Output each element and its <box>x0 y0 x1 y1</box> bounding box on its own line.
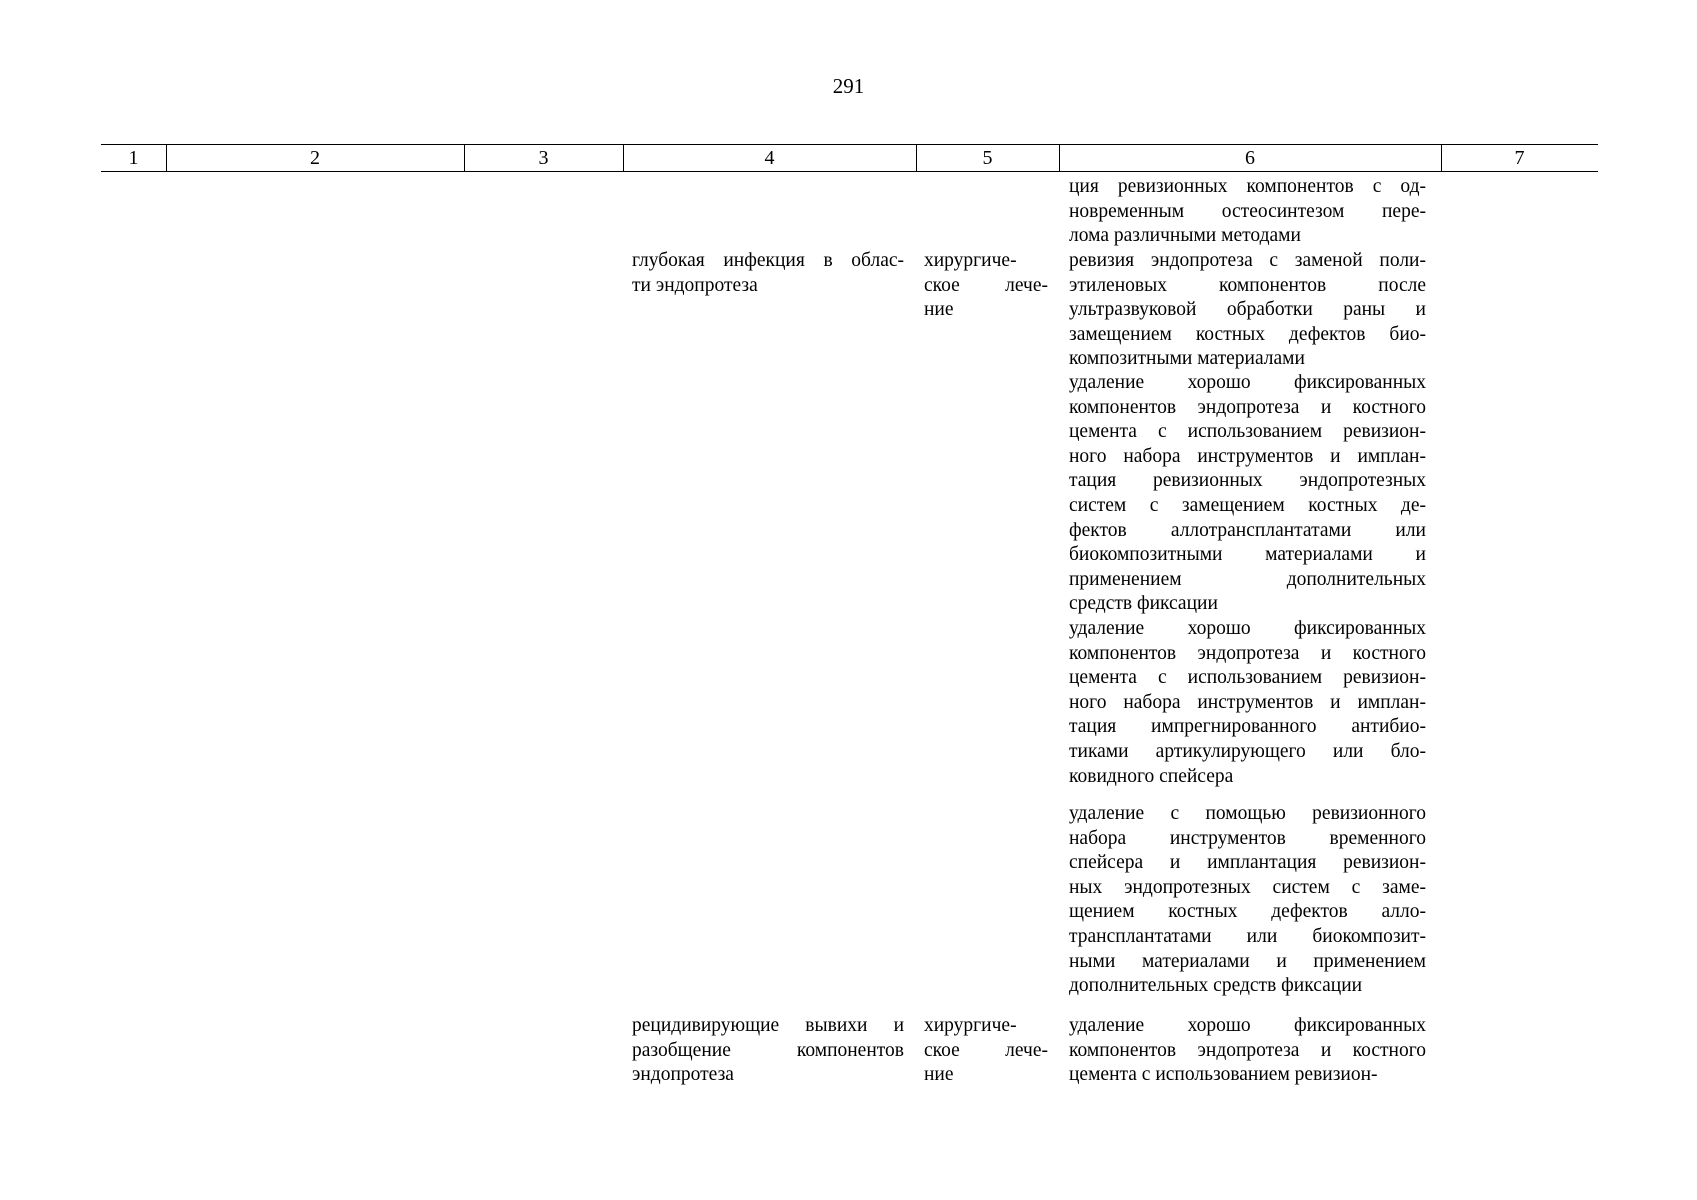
cell-line: компонентов эндопротеза и костного <box>1069 1039 1426 1061</box>
cell-line: ными материалами и применением <box>1069 950 1426 972</box>
cell-line: ревизия эндопротеза с заменой поли- <box>1069 250 1426 271</box>
cell-line: спейсера и имплантация ревизион- <box>1069 852 1426 874</box>
column-header-1: 1 <box>128 147 139 169</box>
cell-line: фектов аллотрансплантатами или <box>1069 519 1426 541</box>
cell-line: щением костных дефектов алло- <box>1069 901 1426 923</box>
table-cell-col6 <box>1069 371 1426 617</box>
column-header-2: 2 <box>310 147 320 169</box>
column-header-4: 4 <box>764 147 775 169</box>
cell-line: систем с замещением костных де- <box>1069 494 1426 516</box>
cell-line: тация ревизионных эндопротезных <box>1069 470 1426 492</box>
cell-line: удаление хорошо фиксированных <box>1069 1015 1426 1036</box>
cell-line: тация импрегнированного антибио- <box>1069 716 1426 738</box>
cell-line: ных эндопротезных систем с заме- <box>1069 876 1426 898</box>
cell-line: набора инструментов временного <box>1069 827 1426 849</box>
cell-line: композитными материалами <box>1069 348 1305 370</box>
cell-line: удаление хорошо фиксированных <box>1069 618 1426 639</box>
page-number: 291 <box>832 74 865 98</box>
cell-line: эндопротеза <box>632 1064 734 1086</box>
cell-line: ного набора инструментов и имплан- <box>1069 445 1426 467</box>
cell-line: ское лече- <box>924 1039 1048 1061</box>
cell-line: биокомпозитными материалами и <box>1069 544 1426 566</box>
table-cell-col5 <box>924 1014 1048 1088</box>
cell-line: хирургиче- <box>924 250 1017 271</box>
column-header-7: 7 <box>1514 147 1525 169</box>
cell-line: глубокая инфекция в облас- <box>632 250 904 271</box>
cell-line: этиленовых компонентов после <box>1069 274 1426 296</box>
table-header-row <box>101 144 1598 172</box>
cell-line: ного набора инструментов и имплан- <box>1069 691 1426 713</box>
cell-line: цемента с использованием ревизион- <box>1069 421 1426 443</box>
cell-line: цемента с использованием ревизион- <box>1069 667 1426 689</box>
table-cell-col6 <box>1069 617 1426 789</box>
cell-line: ние <box>924 1064 954 1086</box>
cell-line: ковидного спейсера <box>1069 765 1234 787</box>
table-cell-col6 <box>1069 802 1426 999</box>
cell-line: средств фиксации <box>1069 593 1218 615</box>
table-cell-col6 <box>1069 1014 1426 1088</box>
table-cell-col6 <box>1069 249 1426 372</box>
cell-line: лома различными методами <box>1069 225 1301 247</box>
cell-line: хирургиче- <box>924 1015 1017 1036</box>
cell-line: разобщение компонентов <box>632 1039 904 1061</box>
cell-line: ультразвуковой обработки раны и <box>1069 299 1426 321</box>
cell-line: ция ревизионных компонентов с од- <box>1069 176 1426 197</box>
cell-line: новременным остеосинтезом пере- <box>1069 200 1426 222</box>
cell-line: цемента с использованием ревизион- <box>1069 1064 1378 1086</box>
cell-line: ти эндопротеза <box>632 274 758 296</box>
cell-line: ское лече- <box>924 274 1048 296</box>
cell-line: компонентов эндопротеза и костного <box>1069 396 1426 418</box>
table-cell-col4 <box>632 249 904 298</box>
cell-line: ние <box>924 299 954 321</box>
table-cell-col4 <box>632 1014 904 1088</box>
cell-line: рецидивирующие вывихи и <box>632 1015 904 1036</box>
column-header-5: 5 <box>982 147 993 169</box>
column-header-3: 3 <box>538 147 549 169</box>
cell-line: трансплантатами или биокомпозит- <box>1069 925 1426 947</box>
cell-line: применением дополнительных <box>1069 568 1426 590</box>
cell-line: компонентов эндопротеза и костного <box>1069 642 1426 664</box>
cell-line: тиками артикулирующего или бло- <box>1069 740 1426 762</box>
cell-line: замещением костных дефектов био- <box>1069 323 1426 345</box>
column-header-6: 6 <box>1245 147 1255 169</box>
cell-line: дополнительных средств фиксации <box>1069 975 1363 997</box>
table-cell-col6 <box>1069 175 1426 249</box>
cell-line: удаление с помощью ревизионного <box>1069 803 1426 824</box>
cell-line: удаление хорошо фиксированных <box>1069 372 1426 393</box>
table-cell-col5 <box>924 249 1048 323</box>
